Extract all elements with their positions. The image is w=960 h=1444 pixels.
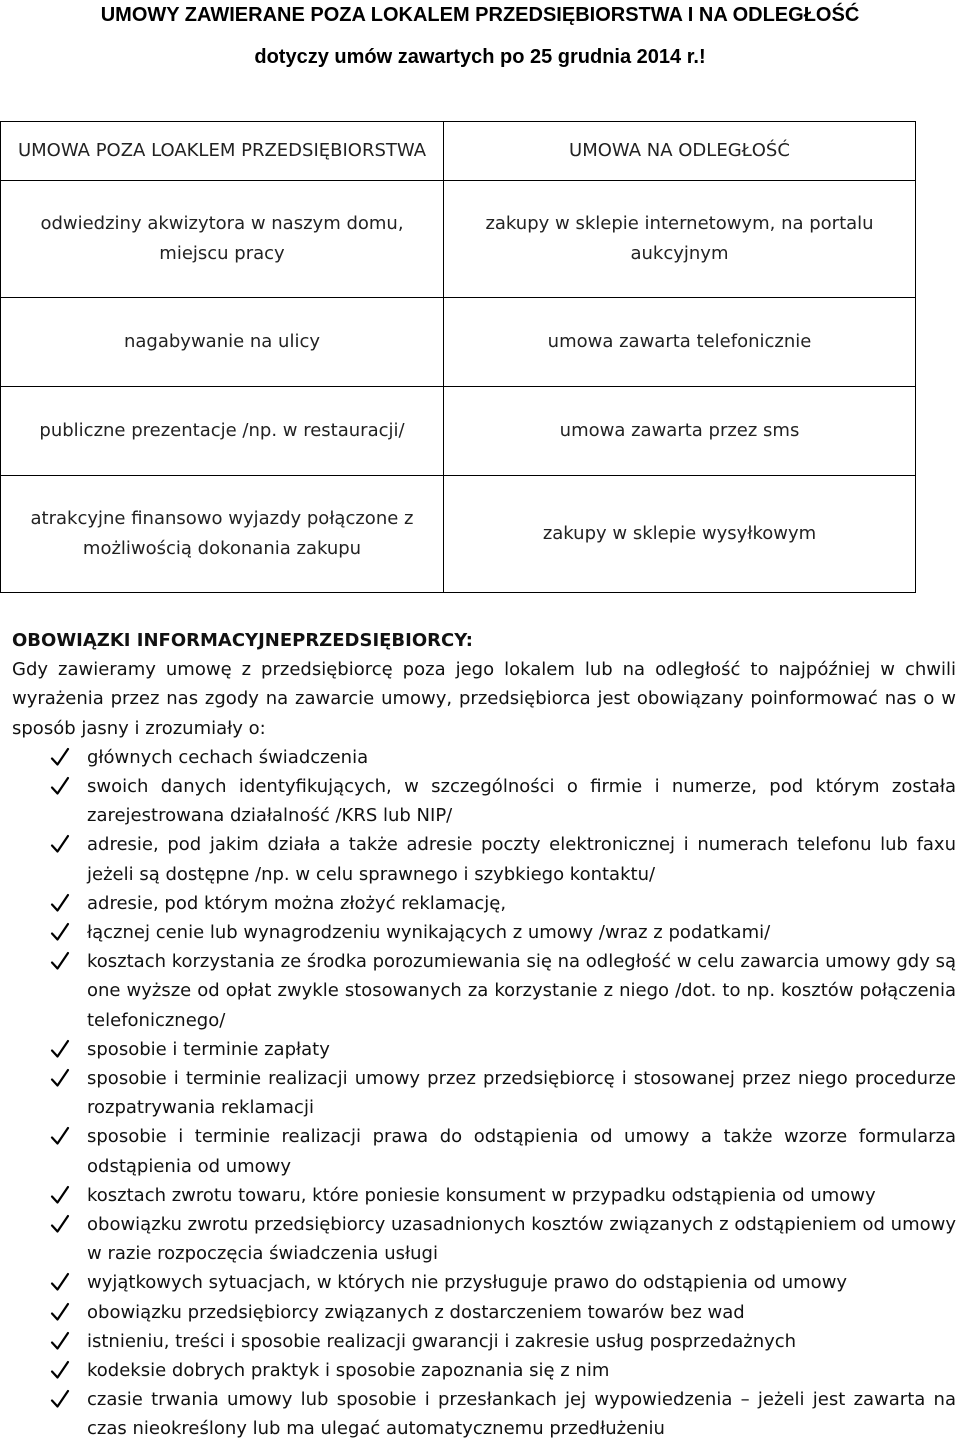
comparison-table [0,121,916,593]
table-cell: nagabywanie na ulicy [1,298,444,387]
list-item-text: istnieniu, treści i sposobie realizacji gwarancji i zakresie usług posprzedażnych [87,1330,797,1352]
table-cell: umowa zawarta przez sms [444,387,916,476]
list-item-text: kodeksie dobrych praktyk i sposobie zapoznania się z nim [87,1360,610,1382]
list-item [12,1210,956,1268]
checkmark-icon [50,1122,70,1151]
list-item-text: sposobie i terminie zapłaty [87,1038,330,1060]
obligations-list [12,743,956,1444]
list-item-text: adresie, pod jakim działa a także adresie poczty elektronicznej i numerach telefonu lub faxu jeżeli są dostępne /np. w celu sprawnego i szybkiego kontaktu/ [87,834,956,885]
list-item [12,1035,956,1064]
list-item [12,1298,956,1327]
list-item [12,830,956,888]
checkmark-icon [50,1064,70,1093]
list-item-text: kosztach korzystania ze środka porozumiewania się na odległość w celu zawarcia umowy gdy są one wyższe od opłat zwykle stosowanych za korzystanie z niego /dot. to np. kosztów połączenia telefonicznego/ [87,951,956,1031]
list-item [12,743,956,772]
document-subtitle: dotyczy umów zawartych po 25 grudnia 2014 r.! [254,46,706,68]
table-row [1,181,916,298]
list-item [12,1181,956,1210]
list-item [12,1356,956,1385]
table-cell: zakupy w sklepie wysyłkowym [444,476,916,593]
checkmark-icon [50,947,70,976]
checkmark-icon [50,1268,70,1297]
checkmark-icon [50,1181,70,1210]
list-item-text: obowiązku przedsiębiorcy związanych z dostarczeniem towarów bez wad [87,1301,745,1323]
checkmark-icon [50,918,70,947]
table-cell: atrakcyjne finansowo wyjazdy połączone z możliwością dokonania zakupu [1,476,444,593]
checkmark-icon [50,1327,70,1356]
checkmark-icon [50,1356,70,1385]
list-item-text: wyjątkowych sytuacjach, w których nie przysługuje prawo do odstąpienia od umowy [87,1272,848,1294]
list-item [12,1327,956,1356]
list-item-text: swoich danych identyfikujących, w szczególności o firmie i numerze, pod którym została zarejestrowana działalność /KRS lub NIP/ [87,776,956,827]
list-item [12,918,956,947]
list-item [12,1064,956,1122]
list-item [12,772,956,830]
table-row [1,387,916,476]
document-title: UMOWY ZAWIERANE POZA LOKALEM PRZEDSIĘBIORSTWA I NA ODLEGŁOŚĆ [100,4,860,26]
table-cell: odwiedziny akwizytora w naszym domu, miejscu pracy [1,181,444,298]
checkmark-icon [50,830,70,859]
list-item-text: obowiązku zwrotu przedsiębiorcy uzasadnionych kosztów związanych z odstąpieniem od umowy w razie rozpoczęcia świadczenia usługi [87,1214,956,1265]
list-item-text: łącznej cenie lub wynagrodzeniu wynikających z umowy /wraz z podatkami/ [87,922,771,944]
obligations-heading: OBOWIĄZKI INFORMACYJNEPRZEDSIĘBIORCY: [12,630,473,651]
list-item [12,947,956,1035]
list-item [12,889,956,918]
table-header-row [1,122,916,181]
checkmark-icon [50,772,70,801]
table-header-distance: UMOWA NA ODLEGŁOŚĆ [444,122,916,181]
list-item [12,1385,956,1443]
table-row [1,298,916,387]
checkmark-icon [50,1210,70,1239]
list-item [12,1268,956,1297]
checkmark-icon [50,1385,70,1414]
list-item-text: głównych cechach świadczenia [87,746,369,768]
table-cell: umowa zawarta telefonicznie [444,298,916,387]
list-item [12,1122,956,1180]
checkmark-icon [50,889,70,918]
list-item-text: sposobie i terminie realizacji prawa do odstąpienia od umowy a także wzorze formularza odstąpienia od umowy [87,1126,956,1177]
list-item-text: sposobie i terminie realizacji umowy przez przedsiębiorcę i stosowanej przez niego procedurze rozpatrywania reklamacji [87,1068,956,1119]
table-row [1,476,916,593]
table-cell: zakupy w sklepie internetowym, na portalu aukcyjnym [444,181,916,298]
list-item-text: kosztach zwrotu towaru, które poniesie konsument w przypadku odstąpienia od umowy [87,1184,876,1206]
table-cell: publiczne prezentacje /np. w restauracji/ [1,387,444,476]
checkmark-icon [50,1298,70,1327]
list-item-text: adresie, pod którym można złożyć reklamację, [87,892,507,914]
list-item-text: czasie trwania umowy lub sposobie i przesłankach jej wypowiedzenia – jeżeli jest zawarta na czas nieokreślony lub ma ulegać automatycznemu przedłużeniu [87,1389,956,1440]
obligations-section [12,626,956,1444]
table-header-off-premises: UMOWA POZA LOAKLEM PRZEDSIĘBIORSTWA [1,122,444,181]
obligations-intro: Gdy zawieramy umowę z przedsiębiorcę poza jego lokalem lub na odległość to najpóźniej w chwili wyrażenia przez nas zgody na zawarcie umowy, przedsiębiorca jest obowiązany poinformować nas o w sposób jasny i zrozumiały o: [12,659,956,739]
checkmark-icon [50,1035,70,1064]
checkmark-icon [50,743,70,772]
